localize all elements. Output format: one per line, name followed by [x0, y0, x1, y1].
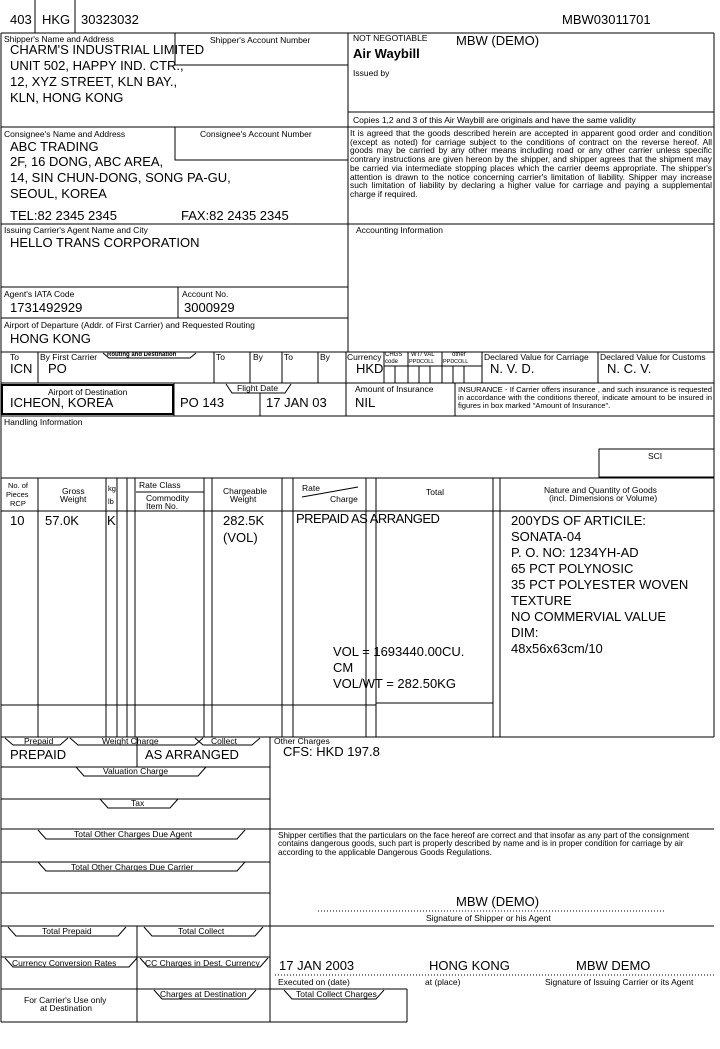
- awb-serial: 30323032: [81, 12, 139, 27]
- description-line: DIM:: [511, 625, 539, 640]
- prepaid-value: PREPAID: [10, 747, 67, 762]
- carrier-use-label: For Carrier's Use only: [24, 995, 107, 1005]
- awb-origin: HKG: [42, 12, 71, 27]
- awb-number: MBW03011701: [562, 12, 651, 27]
- pieces-label: RCP: [10, 499, 26, 508]
- awb-prefix: 403: [10, 12, 32, 27]
- consignee-tel: TEL:82 2345 2345: [10, 208, 117, 223]
- place-label: at (place): [425, 977, 461, 987]
- other-label: other: [452, 352, 466, 358]
- insurance-label: Amount of Insurance: [355, 384, 434, 394]
- rate-class-label: Rate Class: [139, 480, 181, 490]
- vol-line: CM: [333, 660, 354, 675]
- copies-note: Copies 1,2 and 3 of this Air Waybill are originals and have the same validity: [353, 115, 636, 125]
- to-value: ICN: [10, 361, 33, 376]
- description-line: NO COMMERVIAL VALUE: [511, 609, 667, 624]
- description-line: TEXTURE: [511, 593, 572, 608]
- flight-date-label: Flight Date: [237, 383, 279, 393]
- first-carrier: PO: [48, 361, 67, 376]
- ppd-label: PPD: [443, 359, 455, 365]
- shipper-line: 12, XYZ STREET, KLN BAY.,: [10, 74, 178, 89]
- description-line: 48x56x63cm/10: [511, 641, 603, 656]
- wtval-label: WT/ VAL: [411, 352, 435, 358]
- ppd-label: PPD: [409, 359, 421, 365]
- commodity-label: Commodity: [146, 493, 189, 503]
- lb-label: lb: [108, 497, 114, 506]
- account-label: Account No.: [182, 289, 229, 299]
- conditions-text: It is agreed that the goods described herein are accepted in apparent good order and condition (except as noted) for carriage subject to the conditions of contract on the reverse hereof. All goods may be carried by any other means including road or any other carrier unless specific contrary instructions are given hereon by the shipper, and shipper agrees that the shipment may be carried via intermediate stopping places which the carrier deems appropriate. The shipper's attention is drawn to the notice concerning carrier's limitation of liability. Shipper may increase such limitation of liability by declaring a higher value for carriage and paying a supplemental charge if required.: [350, 128, 712, 199]
- other-charges: CFS: HKD 197.8: [283, 744, 380, 759]
- sci-label: SCI: [648, 451, 663, 461]
- currency-label: Currency: [347, 352, 382, 362]
- insurance-value: NIL: [355, 395, 376, 410]
- cc-dest-label: CC Charges in Dest. Currency: [145, 958, 260, 968]
- handling-label: Handling Information: [4, 417, 83, 427]
- pieces-label: No. of: [8, 481, 29, 490]
- pieces-value: 10: [10, 513, 25, 528]
- total-collect-label: Total Collect: [178, 926, 225, 936]
- air-waybill-title: Air Waybill: [353, 46, 420, 61]
- iata-label: Agent's IATA Code: [4, 289, 75, 299]
- vol-line: VOL = 1693440.00CU.: [333, 644, 465, 659]
- shipper-account-label: Shipper's Account Number: [210, 35, 311, 45]
- consignee-line: SEOUL, KOREA: [10, 186, 107, 201]
- coll-label: COLL: [454, 359, 469, 365]
- executed-date-label: Executed on (date): [278, 977, 350, 987]
- to3-label: To: [284, 352, 293, 362]
- shipper-label: Shipper's Name and Address: [4, 34, 114, 44]
- agent-name: HELLO TRANS CORPORATION: [10, 235, 200, 250]
- collect-value: AS ARRANGED: [145, 747, 239, 762]
- other-carrier-label: Total Other Charges Due Carrier: [71, 862, 194, 872]
- account-number: 3000929: [184, 300, 235, 315]
- ccr-label: Currency Conversion Rates: [12, 958, 117, 968]
- consignee-fax: FAX:82 2435 2345: [181, 208, 289, 223]
- vol-line: VOL/WT = 282.50KG: [333, 676, 456, 691]
- commodity-label: Item No.: [146, 501, 179, 511]
- description-line: 65 PCT POLYNOSIC: [511, 561, 634, 576]
- flight-date: 17 JAN 03: [266, 395, 327, 410]
- nature-label: (incl. Dimensions or Volume): [549, 493, 658, 503]
- shipper-line: KLN, HONG KONG: [10, 90, 124, 105]
- weight-charge-label: Weight Charge: [102, 736, 159, 746]
- to-label: To: [10, 352, 19, 362]
- chargeable-value: 282.5K: [223, 513, 265, 528]
- gross-label: Weight: [60, 494, 87, 504]
- carrier-signature-label: Signature of Issuing Carrier or its Agent: [545, 977, 694, 987]
- gross-value: 57.0K: [45, 513, 79, 528]
- consignee-line: 2F, 16 DONG, ABC AREA,: [10, 154, 164, 169]
- description-line: P. O. NO: 1234YH-AD: [511, 545, 639, 560]
- carrier-signature: MBW DEMO: [576, 958, 651, 973]
- first-carrier-label: By First Carrier: [40, 352, 98, 362]
- by2-label: By: [253, 352, 263, 362]
- executed-date: 17 JAN 2003: [279, 958, 355, 973]
- kg-label: kg: [108, 484, 116, 493]
- shipper-line: UNIT 502, HAPPY IND. CTR.,: [10, 58, 184, 73]
- carrier-use-label: at Destination: [40, 1003, 92, 1013]
- flight: PO 143: [180, 395, 225, 410]
- consignee-line: ABC TRADING: [10, 139, 99, 154]
- departure-value: HONG KONG: [10, 331, 91, 346]
- chargeable-label: Chargeable: [223, 486, 267, 496]
- dv-customs: N. C. V.: [607, 361, 652, 376]
- chargeable-note: (VOL): [223, 530, 258, 545]
- dv-carriage-label: Declared Value for Carriage: [484, 352, 589, 362]
- executed-place: HONG KONG: [429, 958, 510, 973]
- description-line: 35 PCT POLYESTER WOVEN: [511, 577, 689, 592]
- destination-value: ICHEON, KOREA: [10, 395, 114, 410]
- issuer-demo: MBW (DEMO): [456, 33, 540, 48]
- rate-value: PREPAID AS ARRANGED: [296, 511, 440, 526]
- rate-label: Rate: [302, 483, 320, 493]
- chargeable-label: Weight: [230, 494, 257, 504]
- not-negotiable: NOT NEGOTIABLE: [353, 33, 428, 43]
- nature-label: Nature and Quantity of Goods: [544, 485, 657, 495]
- unit-value: K: [107, 513, 116, 528]
- shipper-signature-label: Signature of Shipper or his Agent: [426, 913, 551, 923]
- total-collect-charges-label: Total Collect Charges: [296, 989, 377, 999]
- dv-carriage: N. V. D.: [490, 361, 535, 376]
- consignee-account-label: Consignee's Account Number: [200, 129, 312, 139]
- description-line: 200YDS OF ARTICILE:: [511, 513, 646, 528]
- shipper-line: CHARM'S INDUSTRIAL LIMITED: [10, 42, 205, 57]
- description-line: SONATA-04: [511, 529, 582, 544]
- prepaid-label: Prepaid: [24, 736, 54, 746]
- currency-value: HKD: [356, 361, 384, 376]
- consignee-label: Consignee's Name and Address: [4, 129, 126, 139]
- shipper-signature: MBW (DEMO): [456, 894, 540, 909]
- to2-label: To: [216, 352, 225, 362]
- other-charges-label: Other Charges: [274, 736, 330, 746]
- collect-label: Collect: [211, 736, 237, 746]
- routing-label: Routing and Destination: [107, 352, 177, 358]
- total-label: Total: [426, 487, 444, 497]
- total-prepaid-label: Total Prepaid: [42, 926, 92, 936]
- other-agent-label: Total Other Charges Due Agent: [74, 829, 193, 839]
- gross-label: Gross: [62, 486, 85, 496]
- by3-label: By: [320, 352, 330, 362]
- departure-label: Airport of Departure (Addr. of First Carrier) and Requested Routing: [4, 320, 255, 330]
- tax-label: Tax: [131, 798, 145, 808]
- accounting-label: Accounting Information: [356, 225, 443, 235]
- charges-dest-label: Charges at Destination: [160, 989, 247, 999]
- insurance-text: INSURANCE - If Carrier offers insurance , and such insurance is requested in accordance with the conditions thereof, indicate amount to be insured in figures in box marked "Amount of Insurance".: [458, 385, 712, 410]
- coll-label: COLL: [420, 359, 435, 365]
- consignee-line: 14, SIN CHUN-DONG, SONG PA-GU,: [10, 170, 231, 185]
- valuation-label: Valuation Charge: [103, 766, 169, 776]
- certification-text: Shipper certifies that the particulars on the face hereof are correct and that insofar as any part of the consignment contains dangerous goods, such part is properly described by name and is in proper condition for carriage by air according to the applicable Dangerous Goods Regulations.: [278, 831, 689, 857]
- destination-label: Airport of Destination: [48, 387, 128, 397]
- iata-code: 1731492929: [10, 300, 83, 315]
- dv-customs-label: Declared Value for Customs: [600, 352, 706, 362]
- agent-label: Issuing Carrier's Agent Name and City: [4, 225, 148, 235]
- issued-by-label: Issued by: [353, 68, 390, 78]
- pieces-label: Pieces: [6, 490, 29, 499]
- chgs-code-label: CHGS code: [385, 352, 403, 365]
- charge-label: Charge: [330, 494, 358, 504]
